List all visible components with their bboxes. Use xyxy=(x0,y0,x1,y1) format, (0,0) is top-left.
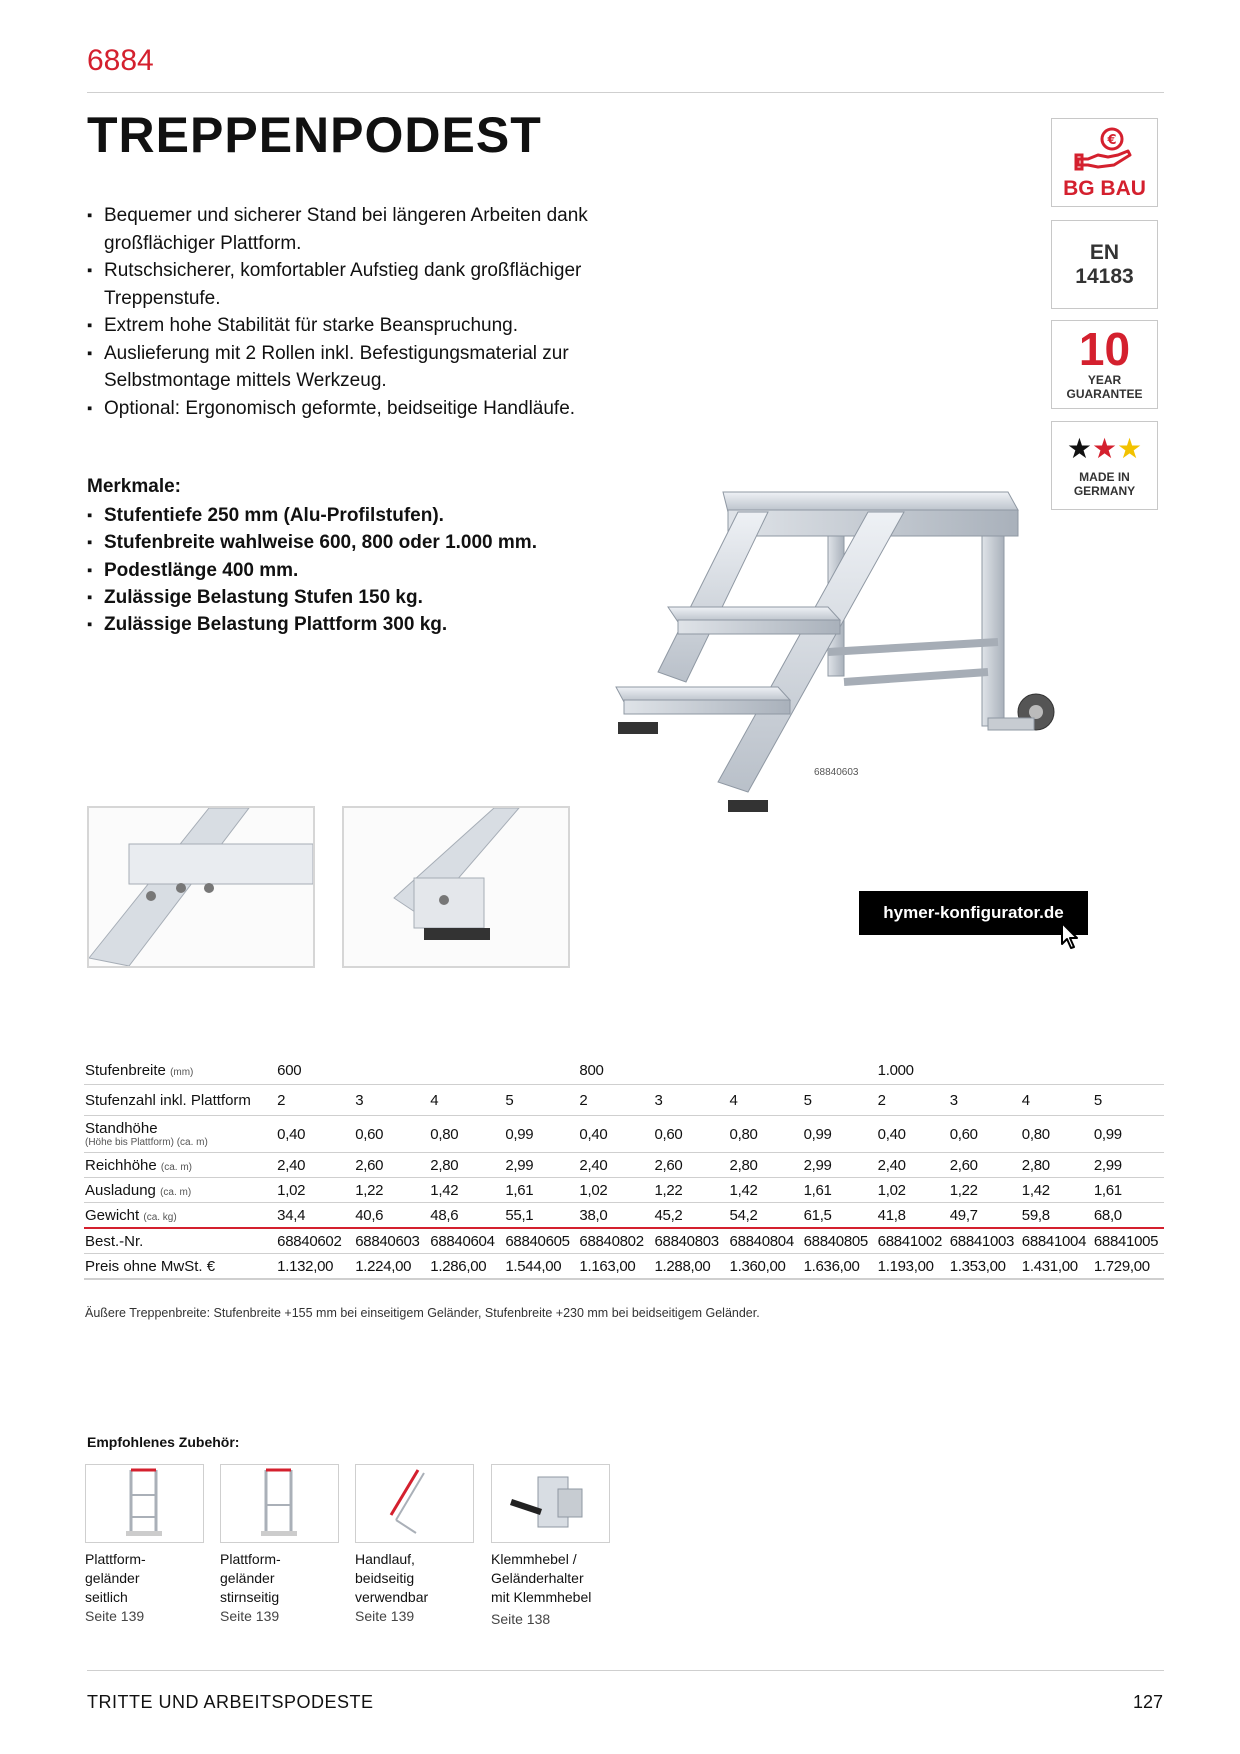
table-cell: 68840805 xyxy=(802,1229,876,1254)
feature-item: ▪ Extrem hohe Stabilität für starke Beanspruchung. xyxy=(87,312,607,340)
table-cell: 2,99 xyxy=(503,1153,577,1178)
step-profile-illustration xyxy=(89,808,313,966)
accessory-image-railing-front xyxy=(220,1464,339,1543)
table-cell: 2,40 xyxy=(275,1153,353,1178)
table-cell: 2,99 xyxy=(802,1153,876,1178)
table-cell: 1,61 xyxy=(802,1178,876,1203)
detail-image-step-profile xyxy=(87,806,315,968)
table-cell xyxy=(948,1056,1020,1085)
german-flag-stars-icon: ★★★ xyxy=(1066,433,1143,464)
table-cell: 68841002 xyxy=(876,1229,948,1254)
row-label-text: Stufenzahl inkl. Plattform xyxy=(85,1091,251,1109)
accessory-line: mit Klemmhebel xyxy=(491,1589,592,1605)
row-label xyxy=(84,1153,275,1178)
table-cell: 3 xyxy=(652,1085,727,1116)
feature-item: ▪ Auslieferung mit 2 Rollen inkl. Befestigungsmaterial zur Selbstmontage mittels Werkzeug. xyxy=(87,340,607,395)
row-label-subtext: (Höhe bis Plattform) (ca. m) xyxy=(85,1136,208,1148)
table-cell: 2,60 xyxy=(652,1153,727,1178)
feature-item: ▪ Rutschsicherer, komfortabler Aufstieg dank großflächiger Treppenstufe. xyxy=(87,257,607,312)
row-label xyxy=(84,1178,275,1203)
table-cell: 68840603 xyxy=(353,1229,428,1254)
table-row xyxy=(84,1178,1164,1203)
table-cell: 2,60 xyxy=(948,1153,1020,1178)
table-cell: 0,40 xyxy=(275,1116,353,1153)
table-cell: 4 xyxy=(728,1085,802,1116)
railing-side-icon xyxy=(86,1465,203,1542)
table-cell: 68840605 xyxy=(503,1229,577,1254)
table-cell: 68840604 xyxy=(428,1229,503,1254)
accessory-line: geländer xyxy=(85,1570,140,1586)
table-cell: 38,0 xyxy=(577,1203,652,1229)
footnote: Äußere Treppenbreite: Stufenbreite +155 mm bei einseitigem Geländer, Stufenbreite +230 mm bei beidseitigem Geländer. xyxy=(85,1306,760,1320)
table-row xyxy=(84,1254,1164,1280)
table-cell xyxy=(503,1056,577,1085)
row-label xyxy=(84,1085,275,1116)
guarantee-number: 10 xyxy=(1078,323,1131,375)
table-cell: 0,80 xyxy=(1020,1116,1092,1153)
row-label-unit: (ca. m) xyxy=(160,1161,192,1173)
footer-section-title: TRITTE UND ARBEITSPODESTE xyxy=(87,1692,374,1712)
table-cell: 0,40 xyxy=(876,1116,948,1153)
detail-image-foot xyxy=(342,806,570,968)
configurator-link[interactable]: hymer-konfigurator.de xyxy=(859,891,1088,935)
merkmale-item: ▪ Zulässige Belastung Stufen 150 kg. xyxy=(87,584,537,611)
merkmale-item: ▪ Stufentiefe 250 mm (Alu-Profilstufen). xyxy=(87,502,537,529)
bg-bau-badge xyxy=(1051,118,1158,207)
table-cell: 0,99 xyxy=(802,1116,876,1153)
table-cell: 68841005 xyxy=(1092,1229,1164,1254)
table-cell: 68840803 xyxy=(652,1229,727,1254)
table-cell: 1.636,00 xyxy=(802,1254,876,1280)
guarantee-line1: YEAR xyxy=(1087,373,1122,387)
accessories-heading: Empfohlenes Zubehör: xyxy=(87,1434,240,1450)
table-cell: 1.224,00 xyxy=(353,1254,428,1280)
table-cell: 68840802 xyxy=(577,1229,652,1254)
table-cell xyxy=(1020,1056,1092,1085)
table-cell: 5 xyxy=(503,1085,577,1116)
accessory-page-ref: Seite 139 xyxy=(220,1608,280,1624)
table-cell: 1,22 xyxy=(353,1178,428,1203)
accessory-line: Plattform- xyxy=(85,1551,146,1567)
merkmale-item: ▪ Zulässige Belastung Plattform 300 kg. xyxy=(87,611,537,638)
table-cell: 2 xyxy=(876,1085,948,1116)
feature-item: ▪ Optional: Ergonomisch geformte, beidseitige Handläufe. xyxy=(87,395,607,423)
table-cell: 40,6 xyxy=(353,1203,428,1229)
table-cell: 5 xyxy=(1092,1085,1164,1116)
table-cell: 1,22 xyxy=(652,1178,727,1203)
table-cell: 61,5 xyxy=(802,1203,876,1229)
table-row xyxy=(84,1153,1164,1178)
table-cell: 68840602 xyxy=(275,1229,353,1254)
accessory-line: Handlauf, xyxy=(355,1551,415,1567)
accessory-page-ref: Seite 139 xyxy=(355,1608,415,1624)
mouse-cursor-icon xyxy=(1061,922,1081,950)
table-cell: 800 xyxy=(577,1056,652,1085)
accessory-page-ref: Seite 139 xyxy=(85,1608,145,1624)
svg-text:€: € xyxy=(1107,133,1117,148)
table-cell xyxy=(802,1056,876,1085)
row-label-unit: (mm) xyxy=(170,1066,194,1078)
feature-list xyxy=(87,202,607,422)
table-cell: 1.286,00 xyxy=(428,1254,503,1280)
table-cell: 1.132,00 xyxy=(275,1254,353,1280)
merkmale-item: ▪ Stufenbreite wahlweise 600, 800 oder 1.000 mm. xyxy=(87,529,537,556)
table-cell: 2,40 xyxy=(577,1153,652,1178)
accessory-line: seitlich xyxy=(85,1589,128,1605)
table-cell: 2 xyxy=(275,1085,353,1116)
row-label-text: Ausladung xyxy=(85,1181,156,1199)
table-cell: 59,8 xyxy=(1020,1203,1092,1229)
table-cell: 2,80 xyxy=(728,1153,802,1178)
table-cell xyxy=(353,1056,428,1085)
table-cell: 1,02 xyxy=(275,1178,353,1203)
table-cell: 1,42 xyxy=(428,1178,503,1203)
accessory-caption-handrail xyxy=(355,1550,428,1626)
table-row xyxy=(84,1203,1164,1229)
product-image xyxy=(578,482,1078,832)
table-cell: 1.360,00 xyxy=(728,1254,802,1280)
en-norm-label: EN 14183 xyxy=(1075,241,1134,288)
table-cell: 1.729,00 xyxy=(1092,1254,1164,1280)
table-row xyxy=(84,1056,1164,1085)
table-cell: 1,22 xyxy=(948,1178,1020,1203)
table-cell: 0,60 xyxy=(948,1116,1020,1153)
row-label-text: Standhöhe xyxy=(85,1119,158,1137)
table-cell: 54,2 xyxy=(728,1203,802,1229)
header-divider xyxy=(87,92,1164,93)
table-cell: 1.000 xyxy=(876,1056,948,1085)
table-cell: 4 xyxy=(428,1085,503,1116)
table-cell: 2,80 xyxy=(1020,1153,1092,1178)
table-cell: 1.163,00 xyxy=(577,1254,652,1280)
accessory-line: verwendbar xyxy=(355,1589,429,1605)
foot-bracket-illustration xyxy=(344,808,568,966)
row-label xyxy=(84,1116,275,1153)
table-cell: 1,02 xyxy=(577,1178,652,1203)
table-cell: 1,61 xyxy=(1092,1178,1164,1203)
accessory-line: Klemmhebel / xyxy=(491,1551,577,1567)
merkmale-heading: Merkmale: xyxy=(87,476,181,497)
table-cell: 68,0 xyxy=(1092,1203,1164,1229)
accessory-caption-railing-side xyxy=(85,1550,146,1626)
clamp-lever-icon xyxy=(492,1465,609,1542)
table-cell: 2,99 xyxy=(1092,1153,1164,1178)
table-cell: 2,40 xyxy=(876,1153,948,1178)
table-cell: 34,4 xyxy=(275,1203,353,1229)
accessory-line: geländer xyxy=(220,1570,275,1586)
table-cell: 1.288,00 xyxy=(652,1254,727,1280)
table-cell: 5 xyxy=(802,1085,876,1116)
spec-table xyxy=(84,1056,1164,1280)
table-cell: 2,60 xyxy=(353,1153,428,1178)
bg-bau-label: BG BAU xyxy=(1063,177,1146,200)
merkmale-item: ▪ Podestlänge 400 mm. xyxy=(87,557,537,584)
table-cell: 49,7 xyxy=(948,1203,1020,1229)
table-cell: 0,99 xyxy=(503,1116,577,1153)
table-cell: 68841003 xyxy=(948,1229,1020,1254)
table-cell: 3 xyxy=(353,1085,428,1116)
accessory-page-ref: Seite 138 xyxy=(491,1611,551,1627)
table-cell: 0,80 xyxy=(728,1116,802,1153)
table-cell: 3 xyxy=(948,1085,1020,1116)
row-label xyxy=(84,1229,275,1254)
table-cell: 41,8 xyxy=(876,1203,948,1229)
accessory-image-handrail xyxy=(355,1464,474,1543)
row-label-text: Best.-Nr. xyxy=(85,1232,144,1250)
accessory-line: beidseitig xyxy=(355,1570,415,1586)
handrail-icon xyxy=(356,1465,473,1542)
row-label xyxy=(84,1056,275,1085)
table-cell: 68841004 xyxy=(1020,1229,1092,1254)
table-cell: 55,1 xyxy=(503,1203,577,1229)
row-label xyxy=(84,1254,275,1280)
feature-item: ▪ Bequemer und sicherer Stand bei längeren Arbeiten dank großflächiger Plattform. xyxy=(87,202,607,257)
table-cell: 0,99 xyxy=(1092,1116,1164,1153)
table-cell: 1.193,00 xyxy=(876,1254,948,1280)
accessory-line: stirnseitig xyxy=(220,1589,280,1605)
table-cell xyxy=(428,1056,503,1085)
table-cell: 1,42 xyxy=(728,1178,802,1203)
page-title: TREPPENPODEST xyxy=(87,107,542,163)
table-cell: 48,6 xyxy=(428,1203,503,1229)
made-in-line2: GERMANY xyxy=(1073,484,1136,498)
table-row xyxy=(84,1085,1164,1116)
page-number: 127 xyxy=(1132,1692,1163,1712)
en-norm-badge xyxy=(1051,220,1158,309)
table-cell: 1.431,00 xyxy=(1020,1254,1092,1280)
row-label-text: Reichhöhe xyxy=(85,1156,157,1174)
table-cell: 68840804 xyxy=(728,1229,802,1254)
table-cell xyxy=(652,1056,727,1085)
table-cell: 4 xyxy=(1020,1085,1092,1116)
footer-divider xyxy=(87,1670,1164,1671)
accessory-caption-clamp-lever xyxy=(491,1550,591,1629)
table-cell xyxy=(728,1056,802,1085)
table-cell: 1,61 xyxy=(503,1178,577,1203)
table-cell: 600 xyxy=(275,1056,353,1085)
row-label-unit: (ca. m) xyxy=(160,1186,192,1198)
guarantee-line2: GUARANTEE xyxy=(1066,387,1143,401)
made-in-line1: MADE IN xyxy=(1079,470,1130,484)
row-label-text: Stufenbreite xyxy=(85,1061,166,1079)
merkmale-list xyxy=(87,502,537,638)
railing-front-icon xyxy=(221,1465,338,1542)
table-cell: 45,2 xyxy=(652,1203,727,1229)
table-cell: 0,60 xyxy=(652,1116,727,1153)
row-label-unit: (ca. kg) xyxy=(143,1211,177,1223)
hand-euro-icon xyxy=(1074,125,1134,175)
table-cell: 0,60 xyxy=(353,1116,428,1153)
table-cell: 2,80 xyxy=(428,1153,503,1178)
accessory-image-railing-side xyxy=(85,1464,204,1543)
table-row xyxy=(84,1116,1164,1153)
guarantee-badge xyxy=(1051,320,1158,409)
table-cell: 1.353,00 xyxy=(948,1254,1020,1280)
table-row xyxy=(84,1229,1164,1254)
accessory-image-clamp-lever xyxy=(491,1464,610,1543)
accessory-caption-railing-front xyxy=(220,1550,281,1626)
table-cell xyxy=(1092,1056,1164,1085)
table-cell: 1.544,00 xyxy=(503,1254,577,1280)
row-label-text: Gewicht xyxy=(85,1206,140,1224)
row-label xyxy=(84,1203,275,1229)
accessory-line: Geländerhalter xyxy=(491,1570,584,1586)
table-cell: 0,80 xyxy=(428,1116,503,1153)
table-cell: 1,42 xyxy=(1020,1178,1092,1203)
row-label-text: Preis ohne MwSt. € xyxy=(85,1257,216,1275)
table-cell: 2 xyxy=(577,1085,652,1116)
accessory-line: Plattform- xyxy=(220,1551,281,1567)
article-number: 6884 xyxy=(87,44,154,77)
table-cell: 0,40 xyxy=(577,1116,652,1153)
image-code: 68840603 xyxy=(814,767,859,778)
table-cell: 1,02 xyxy=(876,1178,948,1203)
